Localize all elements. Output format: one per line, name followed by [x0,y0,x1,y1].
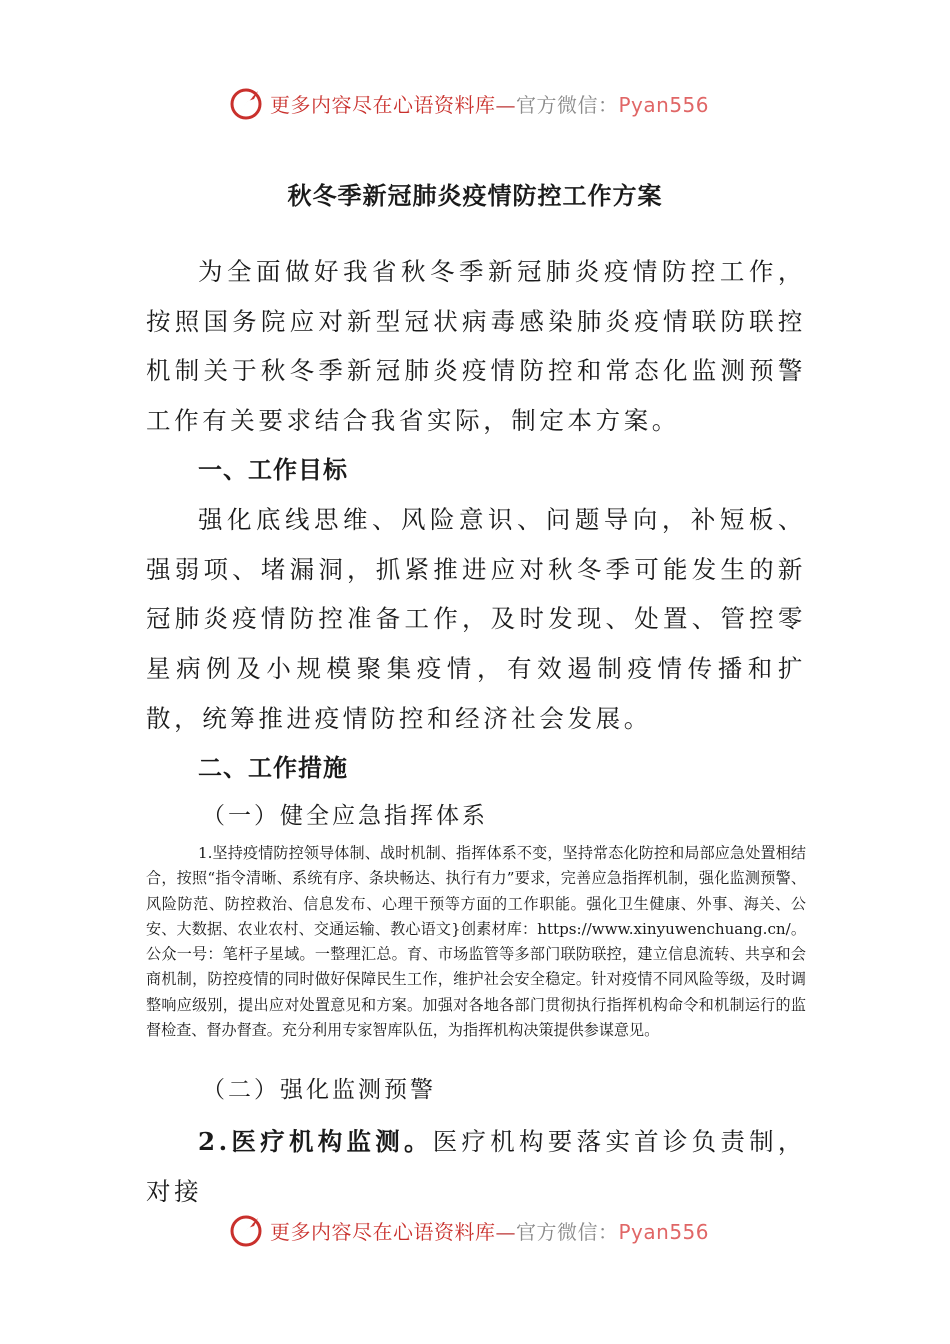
subsection1-body-block [146,841,806,1043]
section2-block [146,743,806,839]
section1-paragraph: 强化底线思维、风险意识、问题导向，补短板、强弱项、堵漏洞，抓紧推进应对秋冬季可能发生的新冠肺炎疫情防控准备工作，及时发现、处置、管控零星病例及小规模聚集疫情，有效遏制疫情传播和扩散，统筹推进疫情防控和经济社会发展。 [146,505,806,733]
banner-text [270,89,709,118]
banner-main-text: 更多内容尽在心语资料库 [270,92,496,117]
banner-wechat-id: Pyan556 [618,1219,710,1244]
subsection1-paragraph: 1.坚持疫情防控领导体制、战时机制、指挥体系不变，坚持常态化防控和局部应急处置相结合，按照“指令清晰、系统有序、条块畅达、执行有力”要求，完善应急指挥机制，强化监测预警、风险防范、防控救治、信息发布、心理干预等方面的工作职能。强化卫生健康、外事、海关、公安、大数据、农业农村、交通运输、教心语文}创素材库：https://www.xinyuwenchuang.cn/。公众一号：笔杆子星域。一整理汇总。育、市场监管等多部门联防联控，建立信息流转、共享和会商机制，防控疫情的同时做好保障民生工作，维护社会安全稳定。针对疫情不同风险等级，及时调整响应级别，提出应对处置意见和方案。加强对各地各部门贯彻执行指挥机构命令和机制运行的监督检查、督办督查。充分利用专家智库队伍，为指挥机构决策提供参谋意见。 [146,844,806,1040]
banner-dash: — [495,1219,516,1244]
section2-heading: 二、工作措施 [198,754,348,782]
header-watermark-banner [228,83,748,123]
subsection2-heading: （二）强化监测预警 [202,1077,436,1103]
item2-label: 2.医疗机构监测。 [198,1127,433,1156]
item2-text: 医疗机构要落实首诊负责制，对接 [146,1127,806,1206]
document-title: 秋冬季新冠肺炎疫情防控工作方案 [287,182,663,210]
section1-block [146,445,806,744]
subsection2-block [146,1067,806,1216]
intro-block [146,247,806,446]
section1-heading: 一、工作目标 [198,456,348,484]
subsection1-heading: （一）健全应急指挥体系 [202,803,488,829]
banner-text [270,1216,709,1245]
quill-logo-icon [228,85,264,121]
intro-paragraph: 为全面做好我省秋冬季新冠肺炎疫情防控工作，按照国务院应对新型冠状病毒感染肺炎疫情联防联控机制关于秋冬季新冠肺炎疫情防控和常态化监测预警工作有关要求结合我省实际，制定本方案。 [146,257,806,436]
quill-logo-icon [228,1212,264,1248]
footer-watermark-banner [228,1210,748,1250]
item2-paragraph [146,1117,806,1216]
banner-wechat-id: Pyan556 [618,92,710,117]
banner-wechat-label: 官方微信： [516,92,619,117]
banner-wechat-label: 官方微信： [516,1219,619,1244]
banner-dash: — [495,92,516,117]
banner-main-text: 更多内容尽在心语资料库 [270,1219,496,1244]
